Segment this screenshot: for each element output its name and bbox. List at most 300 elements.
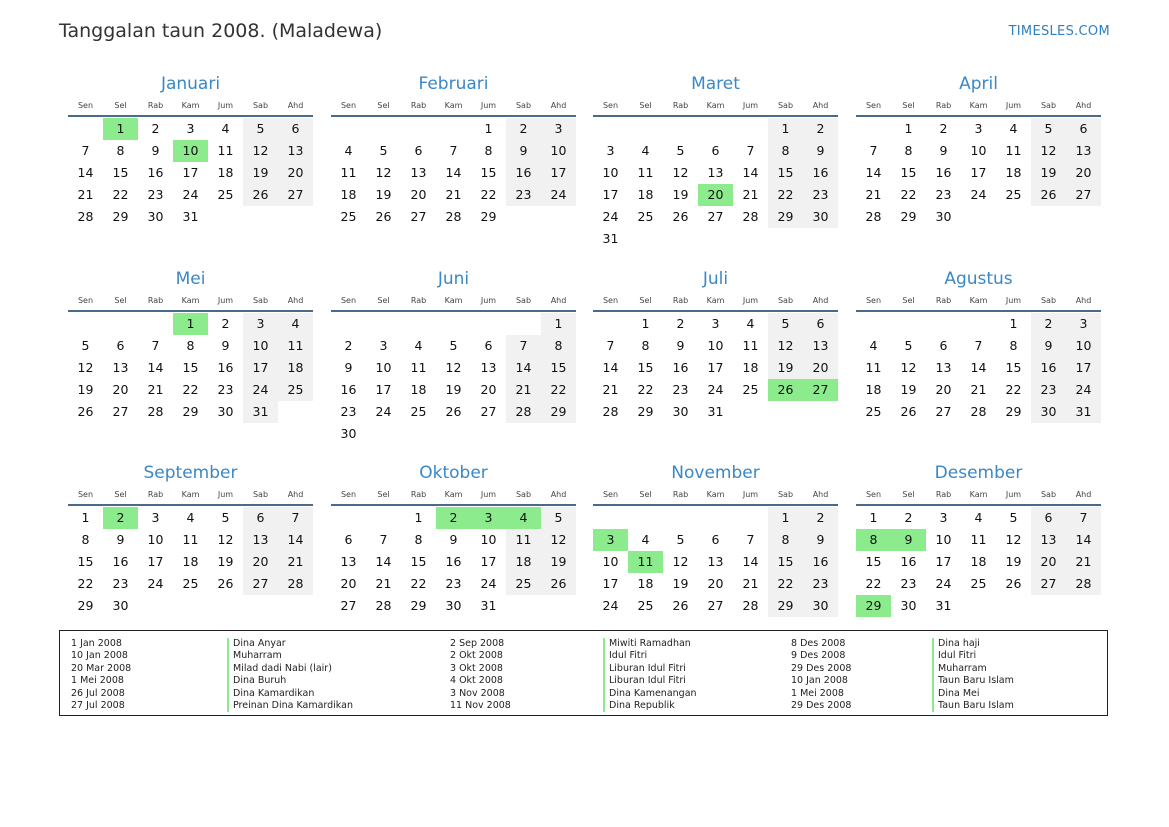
weekend-day: 12: [1031, 140, 1066, 162]
legend-date: 29 Des 2008: [791, 662, 852, 674]
day: 13: [935, 360, 952, 375]
weekend-day: 1: [768, 507, 803, 529]
weekday-label: Sen: [865, 101, 882, 110]
day: 21: [602, 382, 619, 397]
day: 15: [182, 360, 199, 375]
day: 6: [116, 338, 125, 353]
day: 3: [974, 121, 983, 136]
weekend-day: 3: [243, 313, 278, 335]
month-november: [593, 461, 838, 617]
day: 27: [480, 404, 497, 419]
weekend-day: 13: [803, 335, 838, 357]
day: 13: [707, 165, 724, 180]
month-divider: [331, 504, 576, 506]
weekend-day: 2: [1031, 313, 1066, 335]
weekday-label: Kam: [706, 101, 725, 110]
day: 29: [182, 404, 199, 419]
day: 22: [637, 382, 654, 397]
day: 24: [707, 382, 724, 397]
day: 19: [445, 382, 462, 397]
holiday-day: 1: [173, 313, 208, 335]
day: 18: [340, 187, 357, 202]
legend-holiday-name: Dina Republik: [603, 700, 697, 712]
legend-holiday-name: Milad dadi Nabi (lair): [227, 663, 353, 675]
weekend-day: 1: [768, 118, 803, 140]
weekend-day: 7: [1066, 507, 1101, 529]
weekend-day: 4: [278, 313, 313, 335]
day: 26: [375, 209, 392, 224]
day: 4: [974, 510, 983, 525]
day: 25: [865, 404, 882, 419]
weekday-label: Sel: [377, 490, 390, 499]
day: 2: [221, 316, 230, 331]
day: 28: [865, 209, 882, 224]
weekday-label: Ahd: [287, 296, 304, 305]
weekend-day: 9: [1031, 335, 1066, 357]
legend-holiday-name: Idul Fitri: [603, 650, 697, 662]
weekend-day: 20: [243, 551, 278, 573]
brand-link[interactable]: TIMESLES.COM: [1008, 24, 1110, 39]
day: 17: [970, 165, 987, 180]
weekday-header: [593, 487, 838, 503]
legend-date: 1 Mei 2008: [791, 687, 844, 699]
legend-date: 8 Des 2008: [791, 638, 846, 649]
weekend-day: 19: [243, 162, 278, 184]
day: 27: [935, 404, 952, 419]
weekend-day: 22: [768, 184, 803, 206]
day: 21: [147, 382, 164, 397]
day: 26: [672, 209, 689, 224]
weekday-label: Ahd: [812, 490, 829, 499]
weekday-label: Jum: [742, 490, 759, 499]
weekend-day: 20: [1031, 551, 1066, 573]
day: 27: [707, 598, 724, 613]
day: 4: [869, 338, 878, 353]
weekend-day: 30: [803, 206, 838, 228]
month-title: Maret: [691, 74, 740, 94]
weekday-label: Jum: [742, 296, 759, 305]
month-title: Juni: [437, 269, 470, 289]
weekday-header: [593, 98, 838, 114]
day: 16: [445, 554, 462, 569]
weekday-label: Rab: [410, 490, 427, 499]
day: 15: [112, 165, 129, 180]
weekend-day: 8: [768, 529, 803, 551]
weekday-label: Sel: [639, 296, 652, 305]
legend-holiday-name: Liburan Idul Fitri: [603, 663, 697, 675]
weekend-day: 23: [803, 184, 838, 206]
holiday-day: 26: [768, 379, 803, 401]
weekday-header: [856, 293, 1101, 309]
legend-date: 1 Mei 2008: [71, 675, 124, 687]
day-grid: [68, 118, 313, 228]
day: 21: [970, 382, 987, 397]
legend-holiday-name: Preinan Dina Kamardikan: [227, 700, 353, 712]
day: 14: [77, 165, 94, 180]
day: 9: [221, 338, 230, 353]
day: 13: [480, 360, 497, 375]
weekend-day: 5: [243, 118, 278, 140]
day: 7: [869, 143, 878, 158]
day: 20: [935, 382, 952, 397]
weekend-day: 11: [278, 335, 313, 357]
weekday-label: Ahd: [1075, 490, 1092, 499]
day: 17: [480, 554, 497, 569]
weekend-day: 31: [1066, 401, 1101, 423]
month-title: April: [959, 74, 998, 94]
day: 11: [742, 338, 759, 353]
day: 4: [1009, 121, 1018, 136]
day: 13: [707, 554, 724, 569]
holiday-day: 20: [698, 184, 733, 206]
day: 19: [1005, 554, 1022, 569]
day: 18: [742, 360, 759, 375]
weekend-day: 21: [1066, 551, 1101, 573]
weekend-day: 16: [803, 162, 838, 184]
weekend-day: 17: [541, 162, 576, 184]
day: 4: [221, 121, 230, 136]
weekend-day: 20: [1066, 162, 1101, 184]
month-divider: [593, 115, 838, 117]
weekend-day: 19: [1031, 162, 1066, 184]
day: 12: [217, 532, 234, 547]
holiday-day: 29: [856, 595, 891, 617]
weekday-header: [68, 98, 313, 114]
day: 16: [147, 165, 164, 180]
weekend-day: 2: [803, 507, 838, 529]
month-september: [68, 461, 313, 617]
day: 20: [707, 576, 724, 591]
day: 17: [182, 165, 199, 180]
weekend-day: 10: [243, 335, 278, 357]
weekend-day: 30: [1031, 401, 1066, 423]
day: 8: [904, 143, 913, 158]
weekend-day: 5: [768, 313, 803, 335]
month-title: Mei: [175, 269, 206, 289]
weekday-header: [856, 487, 1101, 503]
day: 10: [935, 532, 952, 547]
day: 1: [869, 510, 878, 525]
day: 15: [900, 165, 917, 180]
weekend-day: 2: [803, 118, 838, 140]
weekend-day: 12: [243, 140, 278, 162]
month-divider: [856, 115, 1101, 117]
day: 10: [602, 554, 619, 569]
day: 25: [182, 576, 199, 591]
weekday-label: Ahd: [550, 490, 567, 499]
weekend-day: 16: [506, 162, 541, 184]
legend-holiday-name: Muharram: [227, 650, 353, 662]
day: 5: [221, 510, 230, 525]
weekday-label: Ahd: [287, 101, 304, 110]
day: 9: [939, 143, 948, 158]
day: 11: [865, 360, 882, 375]
day: 14: [742, 165, 759, 180]
day: 9: [344, 360, 353, 375]
weekday-label: Sen: [865, 296, 882, 305]
weekend-day: 24: [541, 184, 576, 206]
day: 12: [375, 165, 392, 180]
legend-holiday-name: Dina haji: [932, 638, 1014, 650]
weekend-day: 20: [278, 162, 313, 184]
weekday-header: [68, 293, 313, 309]
weekday-header: [331, 293, 576, 309]
day: 16: [112, 554, 129, 569]
weekday-label: Sen: [340, 296, 357, 305]
day: 26: [445, 404, 462, 419]
month-title: Agustus: [944, 269, 1013, 289]
day: 3: [151, 510, 160, 525]
day: 7: [746, 143, 755, 158]
day: 27: [340, 598, 357, 613]
weekday-label: Sen: [77, 296, 94, 305]
day: 23: [445, 576, 462, 591]
weekday-label: Kam: [969, 296, 988, 305]
day: 24: [935, 576, 952, 591]
weekend-day: 21: [506, 379, 541, 401]
weekday-label: Rab: [672, 296, 689, 305]
month-juni: [331, 267, 576, 445]
month-divider: [856, 504, 1101, 506]
weekend-day: 15: [768, 551, 803, 573]
weekday-label: Jum: [217, 101, 234, 110]
day: 30: [217, 404, 234, 419]
weekday-label: Kam: [706, 490, 725, 499]
holiday-day: 9: [891, 529, 926, 551]
day: 8: [1009, 338, 1018, 353]
weekday-label: Rab: [147, 296, 164, 305]
legend-date: 1 Jan 2008: [71, 638, 122, 649]
weekend-day: 29: [768, 595, 803, 617]
day: 21: [742, 187, 759, 202]
weekend-day: 28: [1066, 573, 1101, 595]
weekday-label: Jum: [1005, 490, 1022, 499]
weekend-day: 9: [506, 140, 541, 162]
day-grid: [331, 118, 576, 228]
weekday-label: Kam: [181, 490, 200, 499]
weekend-day: 23: [1031, 379, 1066, 401]
weekday-label: Jum: [217, 490, 234, 499]
weekend-day: 17: [243, 357, 278, 379]
legend-names-column: [932, 638, 1014, 712]
weekday-label: Jum: [1005, 296, 1022, 305]
legend-holiday-name: Muharram: [932, 663, 1014, 675]
day: 20: [340, 576, 357, 591]
weekend-day: 8: [541, 335, 576, 357]
weekend-day: 13: [243, 529, 278, 551]
holiday-day: 11: [628, 551, 663, 573]
weekend-day: 27: [1066, 184, 1101, 206]
day: 29: [1005, 404, 1022, 419]
weekday-label: Sel: [902, 101, 915, 110]
day: 4: [746, 316, 755, 331]
legend-date: 2 Okt 2008: [450, 650, 503, 662]
weekend-day: 28: [278, 573, 313, 595]
day: 25: [742, 382, 759, 397]
month-divider: [68, 115, 313, 117]
day: 3: [379, 338, 388, 353]
day-grid: [856, 118, 1101, 228]
month-april: [856, 72, 1101, 228]
weekday-label: Sab: [252, 101, 269, 110]
weekday-label: Sab: [252, 296, 269, 305]
day: 24: [182, 187, 199, 202]
day: 13: [112, 360, 129, 375]
day: 12: [1005, 532, 1022, 547]
day: 14: [602, 360, 619, 375]
day: 12: [672, 165, 689, 180]
weekday-label: Rab: [935, 101, 952, 110]
day: 6: [711, 143, 720, 158]
day: 17: [935, 554, 952, 569]
month-divider: [856, 310, 1101, 312]
weekday-label: Rab: [147, 101, 164, 110]
weekend-day: 9: [803, 529, 838, 551]
day: 19: [900, 382, 917, 397]
legend-dates-column: [791, 638, 851, 712]
legend-holiday-name: Dina Kamardikan: [227, 688, 353, 700]
weekday-label: Sab: [252, 490, 269, 499]
weekday-label: Ahd: [550, 296, 567, 305]
day: 8: [484, 143, 493, 158]
day: 18: [637, 576, 654, 591]
day: 4: [186, 510, 195, 525]
weekday-label: Sen: [340, 101, 357, 110]
day: 29: [637, 404, 654, 419]
legend-names-column: [603, 638, 697, 712]
legend-date: 26 Jul 2008: [71, 687, 125, 699]
day: 31: [480, 598, 497, 613]
day: 26: [77, 404, 94, 419]
day-grid: [68, 507, 313, 617]
month-agustus: [856, 267, 1101, 423]
holiday-day: 4: [506, 507, 541, 529]
weekend-day: 26: [1031, 184, 1066, 206]
day: 26: [217, 576, 234, 591]
day: 10: [375, 360, 392, 375]
day: 30: [147, 209, 164, 224]
day: 9: [116, 532, 125, 547]
day: 4: [641, 532, 650, 547]
day: 1: [1009, 316, 1018, 331]
day: 11: [637, 165, 654, 180]
weekday-label: Sab: [515, 490, 532, 499]
weekend-day: 23: [506, 184, 541, 206]
weekend-day: 18: [278, 357, 313, 379]
weekend-day: 12: [768, 335, 803, 357]
weekend-day: 13: [278, 140, 313, 162]
legend-holiday-name: Taun Baru Islam: [932, 700, 1014, 712]
weekend-day: 31: [243, 401, 278, 423]
weekend-day: 7: [278, 507, 313, 529]
day: 8: [116, 143, 125, 158]
legend-holiday-name: Idul Fitri: [932, 650, 1014, 662]
day: 22: [900, 187, 917, 202]
day: 30: [935, 209, 952, 224]
weekday-label: Kam: [969, 101, 988, 110]
weekday-label: Sab: [1040, 296, 1057, 305]
weekday-label: Rab: [672, 101, 689, 110]
day: 6: [711, 532, 720, 547]
day: 18: [1005, 165, 1022, 180]
weekend-day: 22: [768, 573, 803, 595]
weekday-label: Sen: [602, 296, 619, 305]
weekday-label: Sel: [377, 101, 390, 110]
day: 24: [480, 576, 497, 591]
month-oktober: [331, 461, 576, 617]
day: 11: [217, 143, 234, 158]
weekday-label: Ahd: [1075, 296, 1092, 305]
weekday-label: Kam: [181, 296, 200, 305]
weekend-day: 27: [243, 573, 278, 595]
day-grid: [331, 507, 576, 617]
day: 2: [676, 316, 685, 331]
day: 15: [1005, 360, 1022, 375]
legend-date: 11 Nov 2008: [450, 699, 511, 711]
legend-date: 2 Sep 2008: [450, 638, 505, 649]
day: 3: [606, 143, 615, 158]
weekday-label: Sen: [865, 490, 882, 499]
legend-date: 3 Nov 2008: [450, 687, 505, 699]
legend-date: 3 Okt 2008: [450, 662, 503, 674]
holiday-day: 3: [593, 529, 628, 551]
day: 5: [81, 338, 90, 353]
weekend-day: 3: [1066, 313, 1101, 335]
holiday-day: 1: [103, 118, 138, 140]
day: 28: [375, 598, 392, 613]
weekday-label: Ahd: [812, 296, 829, 305]
day: 24: [375, 404, 392, 419]
day: 16: [340, 382, 357, 397]
day: 15: [637, 360, 654, 375]
day: 10: [707, 338, 724, 353]
day: 12: [900, 360, 917, 375]
day: 24: [147, 576, 164, 591]
weekend-day: 3: [541, 118, 576, 140]
weekday-label: Rab: [672, 490, 689, 499]
holiday-day: 3: [471, 507, 506, 529]
day: 23: [147, 187, 164, 202]
day: 5: [676, 532, 685, 547]
weekend-day: 24: [243, 379, 278, 401]
weekend-day: 6: [1031, 507, 1066, 529]
day: 30: [672, 404, 689, 419]
weekday-header: [856, 98, 1101, 114]
weekday-label: Sel: [114, 490, 127, 499]
month-mei: [68, 267, 313, 423]
day: 14: [970, 360, 987, 375]
legend-date: 10 Jan 2008: [71, 650, 128, 662]
day: 5: [904, 338, 913, 353]
day-grid: [593, 118, 838, 250]
day: 10: [480, 532, 497, 547]
weekend-day: 5: [541, 507, 576, 529]
weekday-label: Jum: [480, 296, 497, 305]
weekday-label: Jum: [217, 296, 234, 305]
day-grid: [856, 507, 1101, 617]
day: 12: [77, 360, 94, 375]
legend-holiday-name: Liburan Idul Fitri: [603, 675, 697, 687]
month-divider: [331, 310, 576, 312]
day: 7: [81, 143, 90, 158]
day: 25: [1005, 187, 1022, 202]
weekend-day: 11: [506, 529, 541, 551]
day: 18: [217, 165, 234, 180]
weekend-day: 14: [1066, 529, 1101, 551]
day: 1: [414, 510, 423, 525]
day: 19: [217, 554, 234, 569]
day: 3: [186, 121, 195, 136]
